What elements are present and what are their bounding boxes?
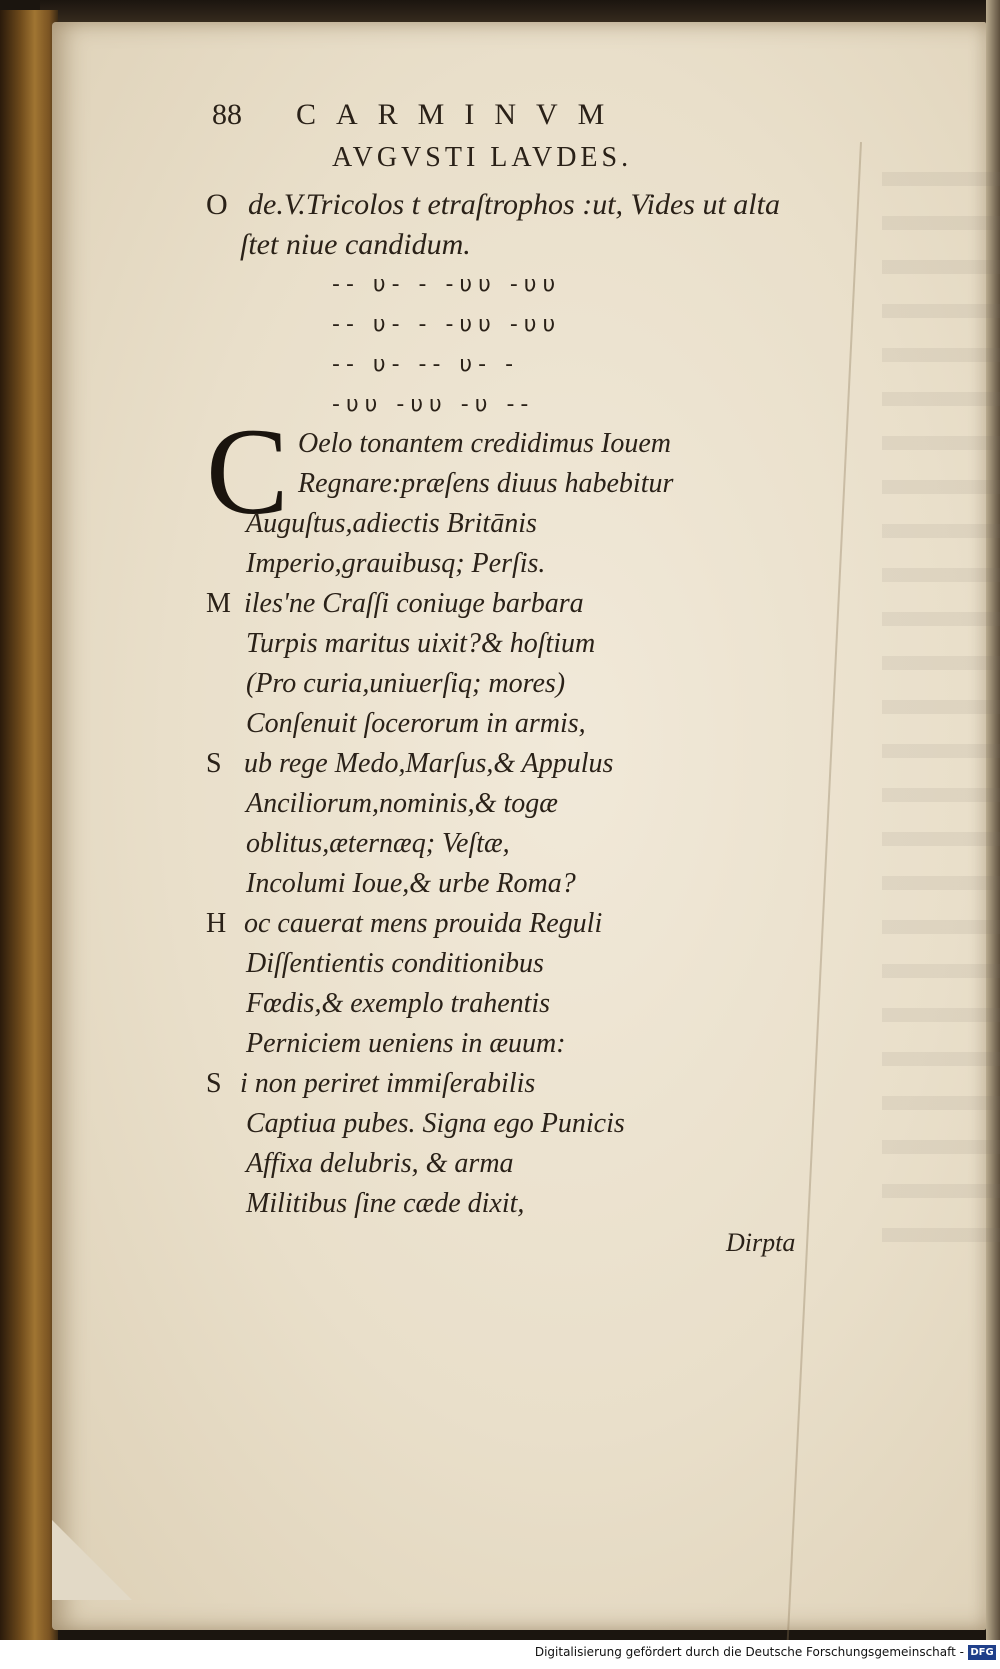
intro-line-2: ſtet niue candidum. [240, 228, 471, 261]
meter-line: -- υ- - -υυ -υυ [332, 312, 562, 337]
verse-line: Anciliorum,nominis,& togæ [246, 788, 558, 819]
funding-notice: Digitalisierung gefördert durch die Deutsche Forschungsgemeinschaft - [534, 1645, 964, 1659]
stanza-initial: H [206, 908, 227, 939]
book-page [52, 22, 986, 1630]
catchword: Dirpta [726, 1228, 796, 1257]
stanza-initial: S [206, 1068, 222, 1099]
verse-line: (Pro curia,uniuerſiq; mores) [246, 668, 566, 699]
verse-line: ub rege Medo,Marſus,& Appulus [244, 748, 614, 779]
page-crease [787, 142, 862, 1640]
verse-line: iles'ne Craſſi coniuge barbara [244, 588, 584, 619]
page-number: 88 [212, 98, 242, 131]
stanza-initial: M [206, 588, 231, 619]
drop-capital: C [206, 403, 289, 540]
verse-line: Fœdis,& exemplo trahentis [246, 988, 551, 1019]
meter-line: -- υ- -- υ- - [332, 352, 520, 377]
verse-line: oblitus,æternæq; Veſtæ, [246, 828, 510, 859]
book-spine [0, 10, 58, 1640]
verse-line: Auguſtus,adiectis Britānis [246, 508, 537, 539]
verse-line: Perniciem ueniens in æuum: [246, 1028, 566, 1059]
facing-page-show-through [882, 142, 1000, 1262]
verse-line: Militibus ſine cæde dixit, [246, 1188, 525, 1219]
intro-initial: O [206, 188, 228, 221]
verse-line: Turpis maritus uixit?& hoſtium [246, 628, 596, 659]
running-head-title: CARMINVM [296, 98, 625, 131]
poem-title: AVGVSTI LAVDES. [332, 142, 633, 173]
verse-line: Oelo tonantem credidimus Iouem [298, 428, 671, 459]
verse-line: i non periret immiſerabilis [240, 1068, 536, 1099]
verse-line: oc cauerat mens prouida Reguli [244, 908, 603, 939]
verse-line: Regnare:præſens diuus habebitur [298, 468, 674, 499]
verse-line: Imperio,grauibusq; Perſis. [246, 548, 546, 579]
intro-line-1: de.V.Tricolos t etraſtrophos :ut, Vides ut alta [248, 188, 780, 221]
meter-line: -υυ -υυ -υ -- [332, 392, 535, 417]
meter-line: -- υ- - -υυ -υυ [332, 272, 562, 297]
verse-line: Diſſentientis conditionibus [246, 948, 544, 979]
digitization-footer [0, 1640, 1000, 1669]
stanza-initial: S [206, 748, 222, 779]
verse-line: Conſenuit ſocerorum in armis, [246, 708, 586, 739]
page-corner-fold [52, 1520, 132, 1600]
verse-line: Incolumi Ioue,& urbe Roma? [246, 868, 576, 899]
dfg-logo-icon[interactable]: DFG [968, 1645, 996, 1660]
verse-line: Captiua pubes. Signa ego Punicis [246, 1108, 625, 1139]
running-head [212, 98, 682, 142]
verse-line: Affixa delubris, & arma [246, 1148, 514, 1179]
